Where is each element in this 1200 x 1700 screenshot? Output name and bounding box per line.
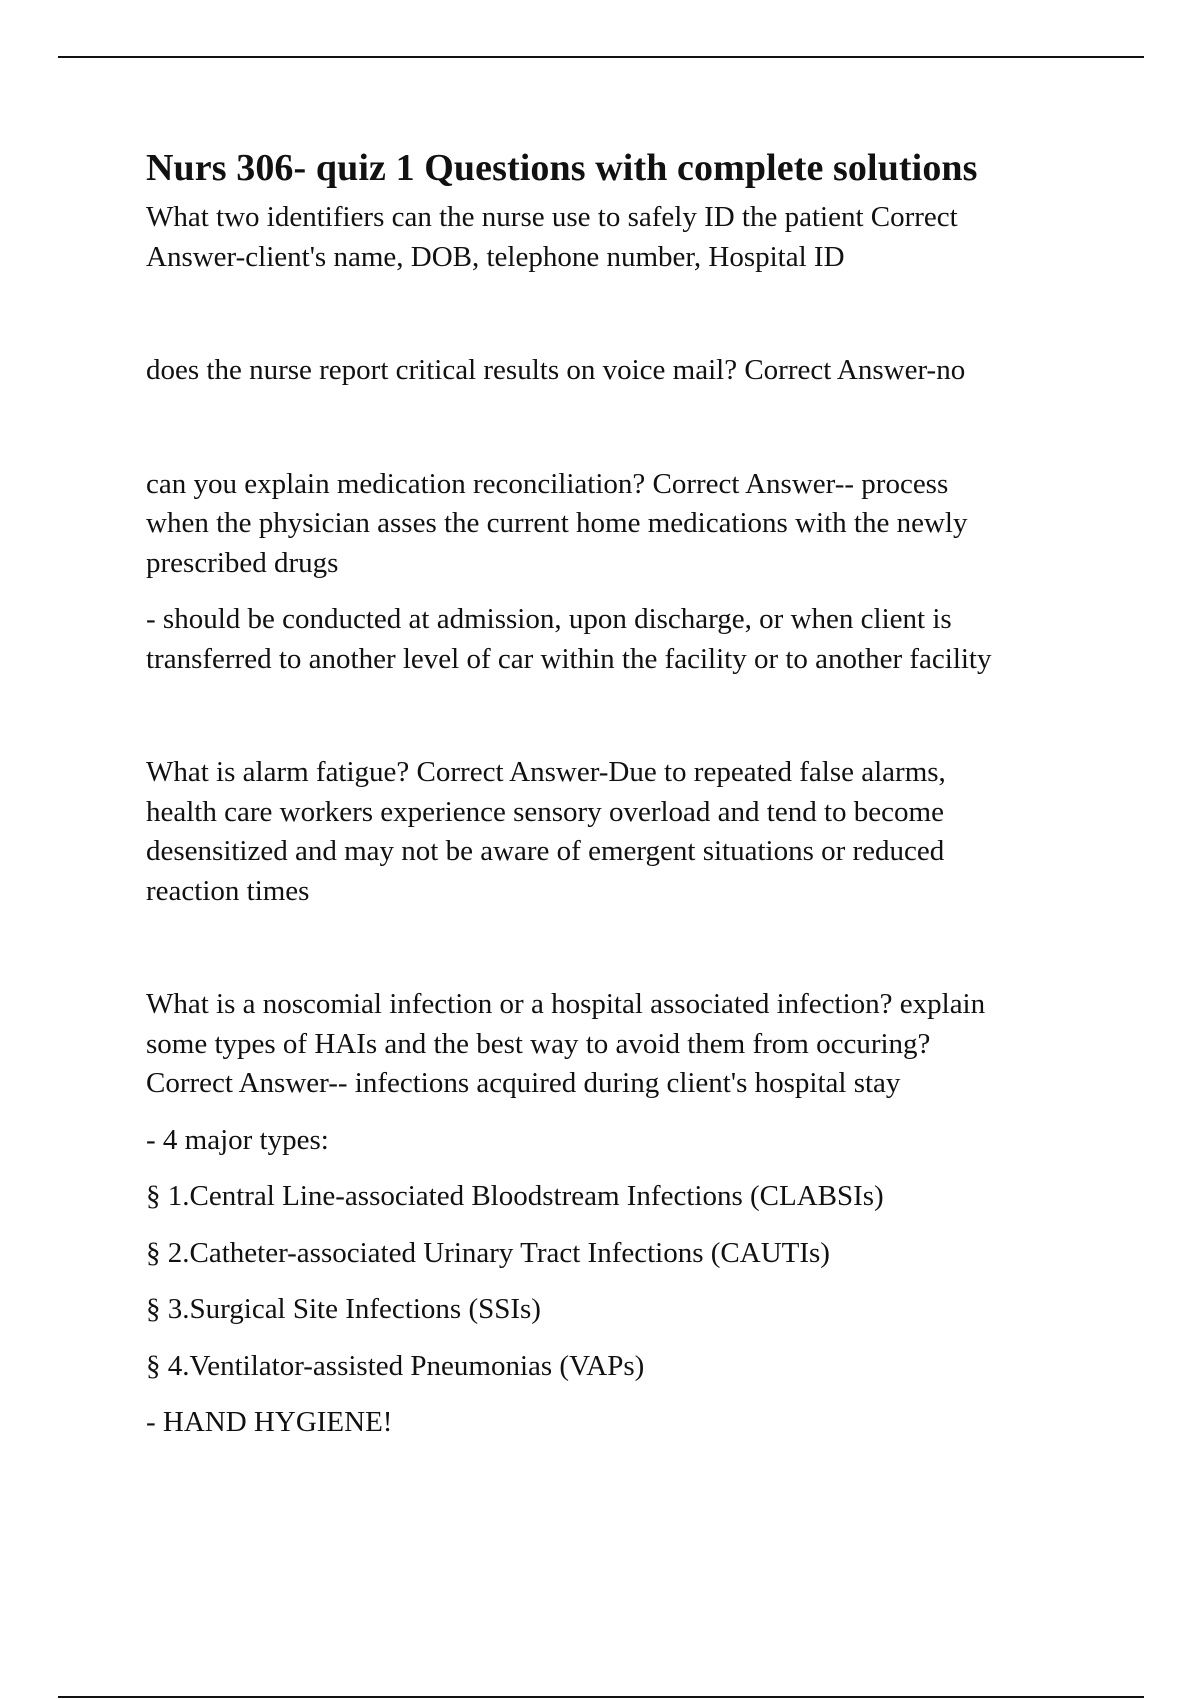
qa-item-medication-reconciliation	[146, 465, 1106, 680]
hand-hygiene-note: - HAND HYGIENE!	[146, 1406, 393, 1438]
list-heading: - 4 major types:	[146, 1123, 329, 1156]
qa-item-alarm-fatigue	[146, 753, 1106, 911]
qa-item-patient-identifiers	[146, 198, 1106, 277]
spacer	[146, 1386, 1106, 1403]
paragraph-line: What is alarm fatigue? Correct Answer-Due to repeated false alarms,	[146, 756, 946, 788]
paragraph-line: when the physician asses the current home medications with the newly	[146, 507, 968, 539]
list-item: § 4.Ventilator-assisted Pneumonias (VAPs)	[146, 1349, 645, 1382]
paragraph-line: desensitized and may not be aware of emergent situations or reduced	[146, 835, 945, 867]
spacer	[146, 391, 1106, 465]
spacer	[146, 583, 1106, 600]
paragraph-line: transferred to another level of car within the facility or to another facility	[146, 642, 992, 675]
spacer	[146, 1330, 1106, 1347]
spacer	[146, 1160, 1106, 1177]
paragraph-line: What two identifiers can the nurse use to safely ID the patient Correct	[146, 201, 958, 233]
list-item: § 3.Surgical Site Infections (SSIs)	[146, 1293, 541, 1325]
bottom-divider	[58, 1696, 1144, 1698]
spacer	[146, 277, 1106, 351]
qa-item-critical-results	[146, 351, 1106, 391]
spacer	[146, 679, 1106, 753]
spacer	[146, 1104, 1106, 1121]
spacer	[146, 1273, 1106, 1290]
paragraph-line: some types of HAIs and the best way to avoid them from occuring?	[146, 1027, 931, 1060]
list-item: § 2.Catheter-associated Urinary Tract Infections (CAUTIs)	[146, 1236, 830, 1269]
paragraph-line: What is a noscomial infection or a hospital associated infection? explain	[146, 988, 986, 1020]
spacer	[146, 911, 1106, 985]
paragraph-line: prescribed drugs	[146, 546, 339, 579]
paragraph-line: Answer-client's name, DOB, telephone number, Hospital ID	[146, 240, 845, 273]
paragraph-line: - should be conducted at admission, upon discharge, or when client is	[146, 603, 952, 635]
spacer	[146, 1217, 1106, 1234]
paragraph-line: can you explain medication reconciliation? Correct Answer-- process	[146, 467, 949, 500]
paragraph-line: reaction times	[146, 874, 310, 907]
paragraph-line: health care workers experience sensory overload and tend to become	[146, 795, 944, 828]
qa-item-nosocomial-infection	[146, 985, 1106, 1443]
document-body	[146, 142, 1106, 1443]
list-item: § 1.Central Line-associated Bloodstream Infections (CLABSIs)	[146, 1180, 884, 1212]
paragraph-line: does the nurse report critical results on voice mail? Correct Answer-no	[146, 354, 966, 386]
paragraph-line: Correct Answer-- infections acquired during client's hospital stay	[146, 1067, 901, 1099]
document-title: Nurs 306- quiz 1 Questions with complete solutions	[146, 147, 978, 189]
top-divider	[58, 56, 1144, 58]
